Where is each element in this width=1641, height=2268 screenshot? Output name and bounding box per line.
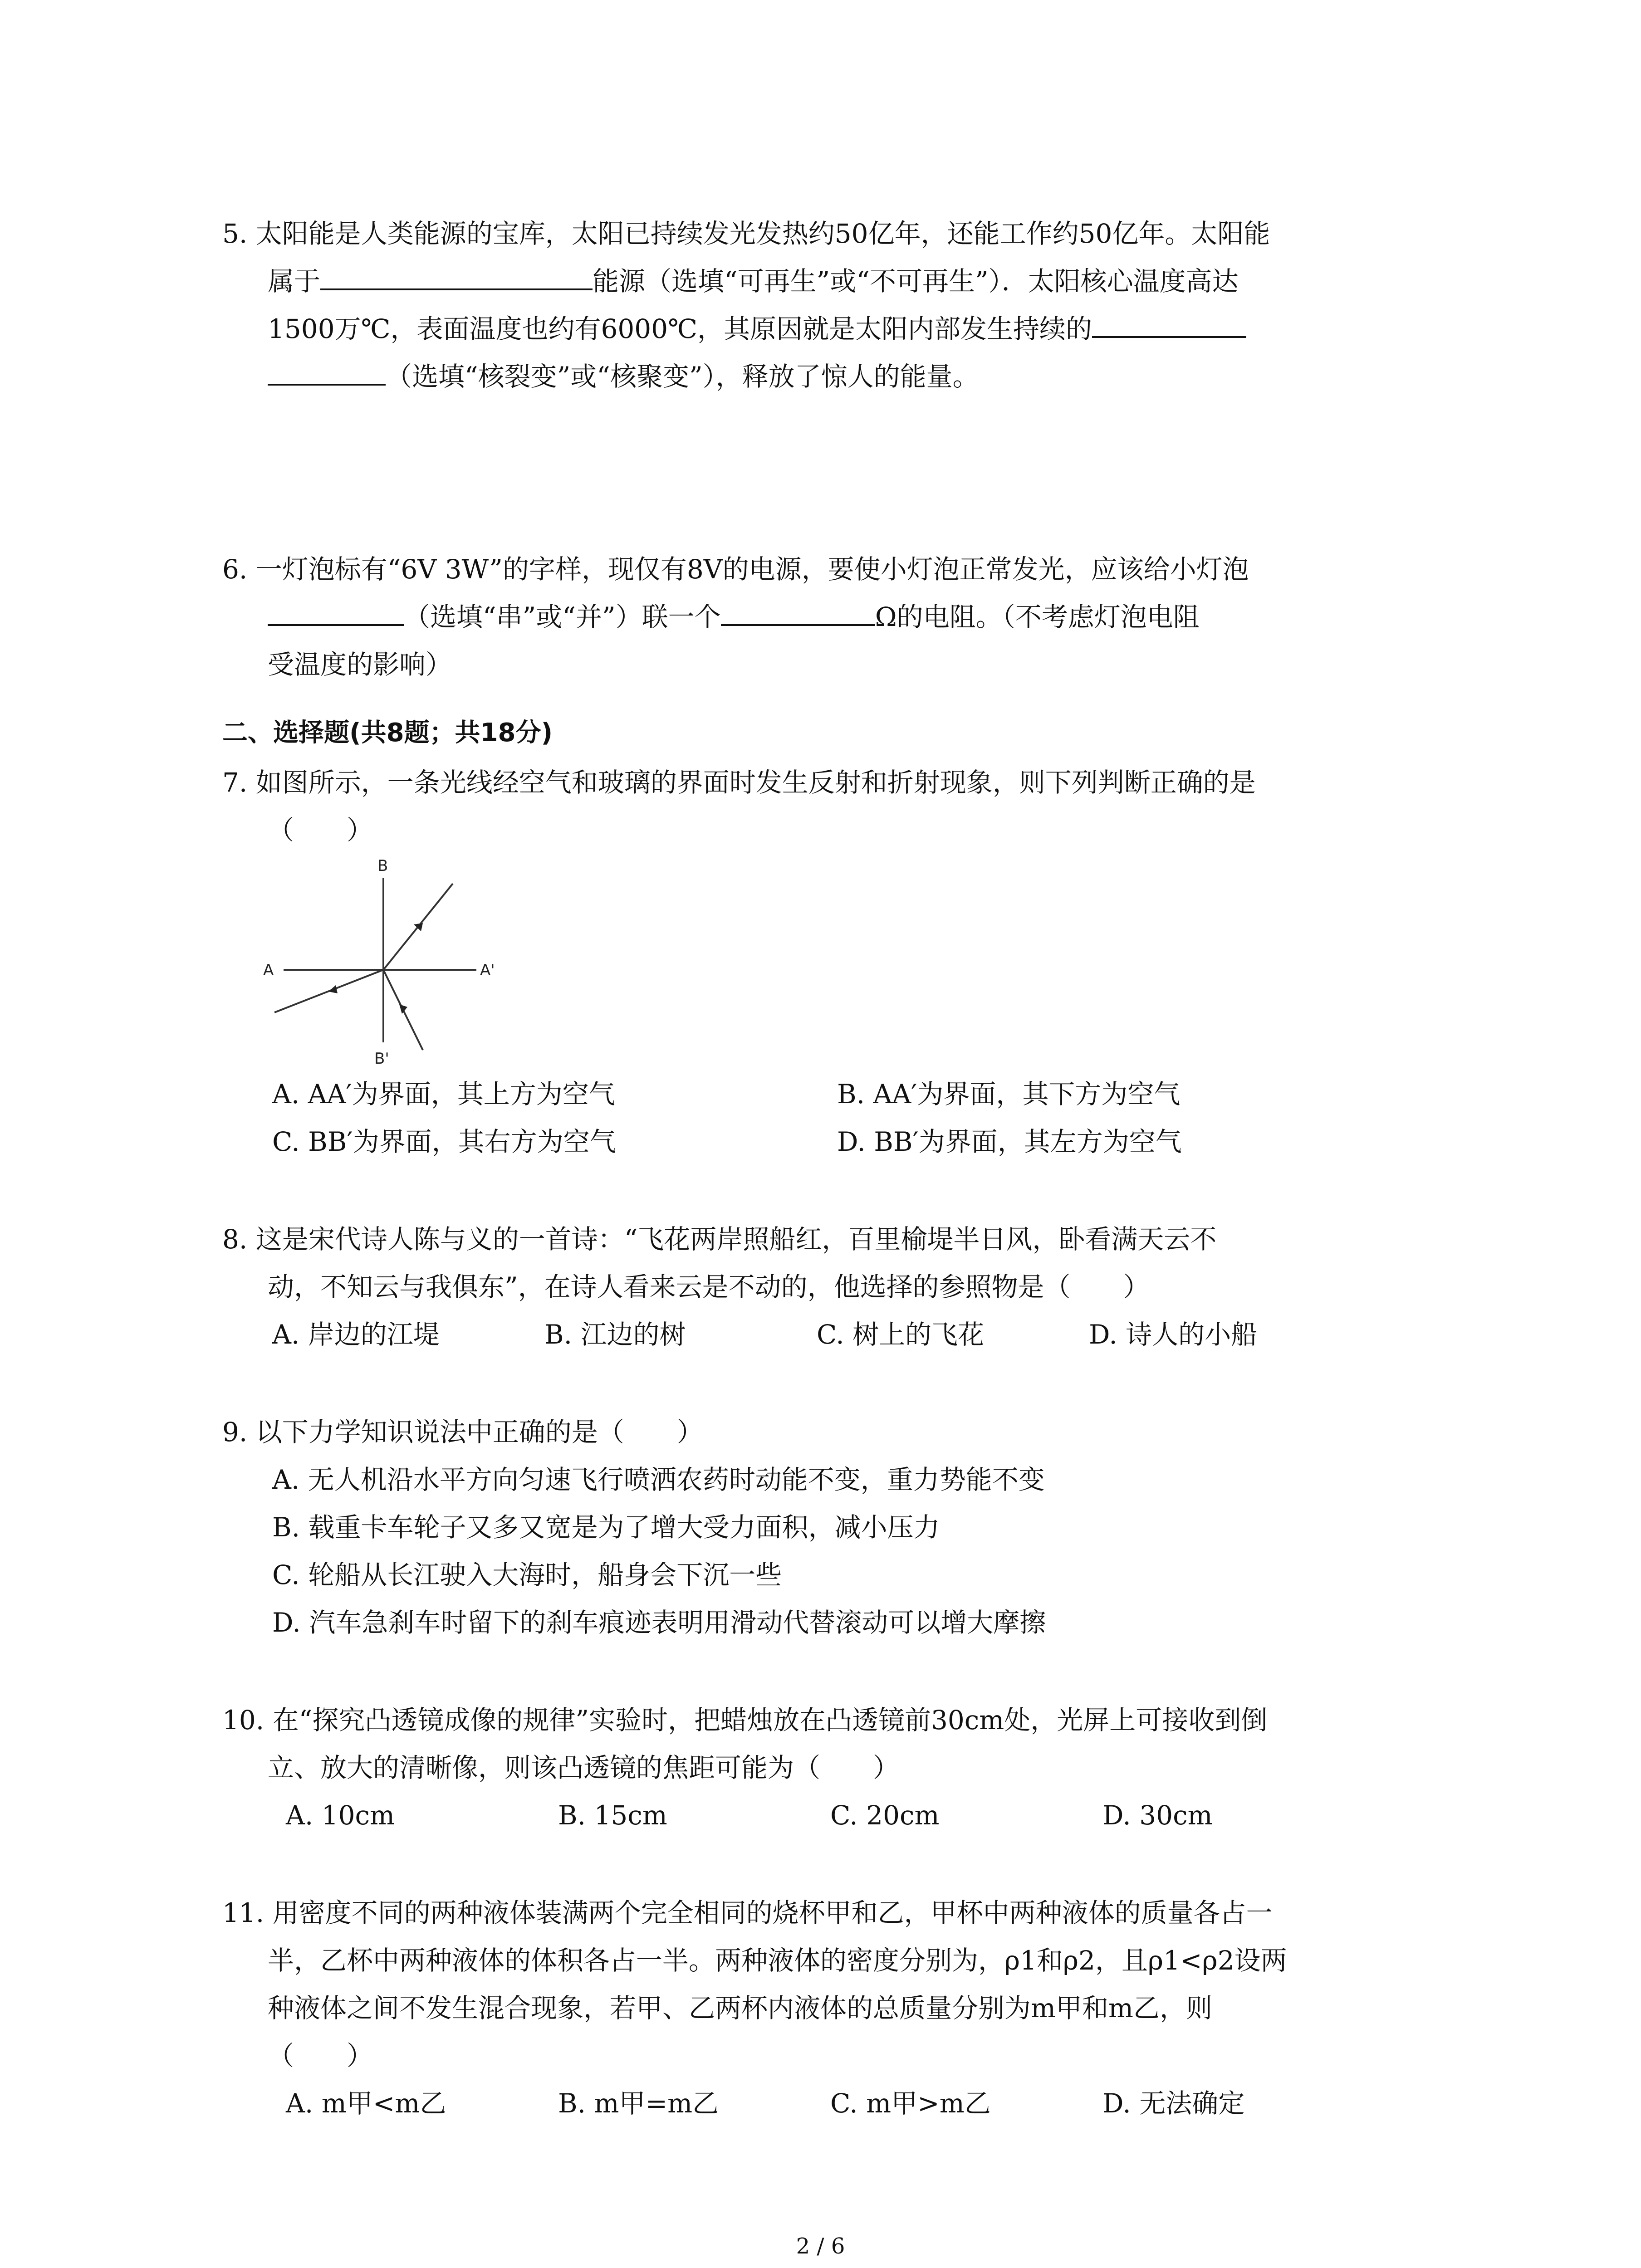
q7-option-a[interactable]: A. AA′为界面，其上方为空气 [272,1079,615,1110]
q7-line-1: 7. 如图所示，一条光线经空气和玻璃的界面时发生反射和折射现象，则下列判断正确的是 [222,767,1256,798]
q5-line-2 [222,258,1447,305]
q10-line-1: 10. 在“探究凸透镜成像的规律”实验时，把蜡烛放在凸透镜前30cm处，光屏上可接收到倒 [222,1705,1268,1735]
q5-blank-1[interactable] [320,261,593,290]
q6-blank-1[interactable] [268,597,404,626]
q7-option-d[interactable]: D. BB′为界面，其左方为空气 [837,1126,1182,1157]
q11-option-c[interactable]: C. m甲>m乙 [830,2088,991,2119]
q7-option-c[interactable]: C. BB′为界面，其右方为空气 [272,1126,616,1157]
q5-line-2a: 属于 [268,266,321,297]
q6-line-2b: Ω的电阻。（不考虑灯泡电阻 [875,601,1200,632]
q8-line-1: 8. 这是宋代诗人陈与义的一首诗：“飞花两岸照船红，百里榆堤半日风，卧看满天云不 [222,1224,1217,1255]
q9-option-b[interactable]: B. 载重卡车轮子又多又宽是为了增大受力面积，减小压力 [272,1512,940,1543]
q10-line-2: 立、放大的清晰像，则该凸透镜的焦距可能为（ ） [268,1752,900,1783]
q5-blank-2a[interactable] [1092,309,1246,338]
q11-option-d[interactable]: D. 无法确定 [1102,2088,1245,2119]
refracted-ray [274,970,383,1012]
question-8 [222,1216,1447,1311]
q9-line-1: 9. 以下力学知识说法中正确的是（ ） [222,1417,703,1447]
q8-option-c[interactable]: C. 树上的飞花 [817,1319,985,1350]
q11-line-4: （ ） [268,2040,373,2071]
q5-line-4-text: （选填“核裂变”或“核聚变”），释放了惊人的能量。 [386,361,979,392]
q11-option-a[interactable]: A. m甲<m乙 [286,2088,446,2119]
q9-option-c[interactable]: C. 轮船从长江驶入大海时，船身会下沉一些 [272,1559,782,1590]
q11-line-3: 种液体之间不发生混合现象，若甲、乙两杯内液体的总质量分别为m甲和m乙，则 [268,1993,1212,2024]
q10-option-a[interactable]: A. 10cm [286,1800,395,1831]
q11-option-b[interactable]: B. m甲=m乙 [558,2088,719,2119]
q6-line-1: 6. 一灯泡标有“6V 3W”的字样，现仅有8V的电源，要使小灯泡正常发光，应该给小灯泡 [222,554,1249,585]
q5-line-2b: 能源（选填“可再生”或“不可再生”）．太阳核心温度高达 [593,266,1239,297]
q5-line-1: 5. 太阳能是人类能源的宝库，太阳已持续发光发热约50亿年，还能工作约50亿年。太阳能 [222,218,1270,249]
section-2-heading: 二、选择题(共8题；共18分) [222,718,553,748]
page-number: 2 / 6 [796,2234,845,2259]
q7-option-b[interactable]: B. AA′为界面，其下方为空气 [837,1079,1181,1110]
q8-option-b[interactable]: B. 江边的树 [544,1319,686,1350]
q11-line-2: 半，乙杯中两种液体的体积各占一半。两种液体的密度分别为，ρ1和ρ2，且ρ1<ρ2设两 [268,1945,1287,1976]
q10-option-b[interactable]: B. 15cm [558,1800,667,1831]
q6-line-3: 受温度的影响） [268,649,452,680]
q8-option-a[interactable]: A. 岸边的江堤 [272,1319,440,1350]
label-a: A [263,961,274,979]
q9-option-d[interactable]: D. 汽车急刹车时留下的刹车痕迹表明用滑动代替滚动可以增大摩擦 [272,1607,1046,1638]
label-a-prime: A' [480,961,495,979]
question-6 [222,546,1447,689]
q5-blank-2b[interactable] [268,357,386,386]
q6-line-2 [222,593,1447,641]
question-11 [222,1889,1447,2080]
q8-line-2: 动，不知云与我俱东”，在诗人看来云是不动的，他选择的参照物是（ ） [268,1271,1150,1302]
q5-line-3-text: 1500万℃，表面温度也约有6000℃，其原因就是太阳内部发生持续的 [268,313,1092,344]
q8-option-d[interactable]: D. 诗人的小船 [1089,1319,1258,1350]
q7-line-2: （ ） [268,815,373,846]
q6-line-2a: （选填“串”或“并”）联一个 [404,601,721,632]
q5-line-3 [222,305,1447,353]
question-5 [222,210,1447,401]
q11-line-1: 11. 用密度不同的两种液体装满两个完全相同的烧杯甲和乙，甲杯中两种液体的质量各占一 [222,1897,1273,1928]
q9-option-a[interactable]: A. 无人机沿水平方向匀速飞行喷洒农药时动能不变，重力势能不变 [272,1464,1045,1495]
q5-line-4 [222,353,1447,401]
q6-blank-2[interactable] [721,597,875,626]
q10-option-c[interactable]: C. 20cm [830,1800,940,1831]
arrow-refracted [328,985,338,993]
label-b-prime: B' [374,1050,389,1068]
question-10 [222,1696,1447,1792]
label-b: B [377,857,388,875]
question-9 [222,1408,1447,1456]
question-7 [222,759,1447,854]
q10-option-d[interactable]: D. 30cm [1102,1800,1213,1831]
q7-ray-diagram [263,853,517,1070]
